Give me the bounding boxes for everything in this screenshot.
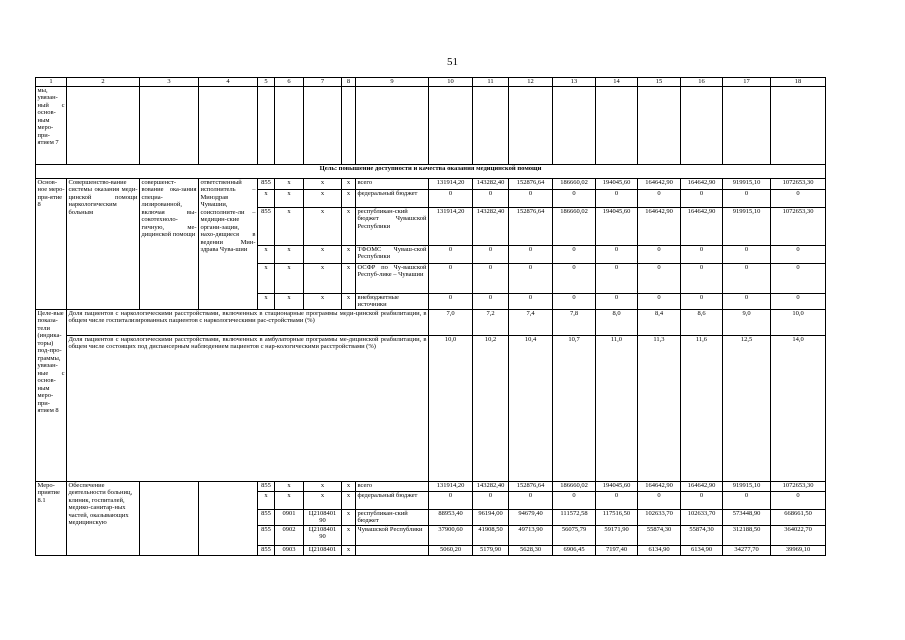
- value-cell: 1072653,30: [771, 208, 826, 246]
- value-cell: 919915,10: [723, 179, 771, 190]
- value-cell: 10,4: [509, 336, 553, 482]
- value-cell: 0: [553, 190, 596, 208]
- value-cell: 0: [681, 264, 723, 294]
- indicator-text: Доля пациентов с наркологическими расстройствами, включенных в стационарные программы меди-цинской реабилитации, в общем числе госпитализированных пациентов с наркологическими рас-стройствами (%): [67, 310, 429, 336]
- value-cell: 194045,60: [596, 482, 638, 492]
- code-cell: x: [304, 246, 342, 264]
- value-cell: 0: [723, 190, 771, 208]
- value-cell: 0: [429, 492, 473, 510]
- value-cell: 0: [473, 264, 509, 294]
- value-cell: 0: [509, 264, 553, 294]
- value-cell: 5628,30: [509, 546, 553, 556]
- value-cell: 194045,60: [596, 208, 638, 246]
- value-cell: 8,4: [638, 310, 681, 336]
- funding-source: федеральный бюджет: [356, 190, 429, 208]
- value-cell: 1072653,30: [771, 482, 826, 492]
- value-cell: 152876,64: [509, 179, 553, 190]
- value-cell: 0: [723, 246, 771, 264]
- code-cell: x: [342, 179, 356, 190]
- value-cell: 0: [681, 246, 723, 264]
- code-cell: x: [304, 482, 342, 492]
- code-cell: x: [342, 546, 356, 556]
- value-cell: 131914,20: [429, 482, 473, 492]
- value-cell: 0: [509, 492, 553, 510]
- code-cell: x: [342, 294, 356, 310]
- goal-row: [36, 165, 826, 179]
- header-cell: 8: [342, 78, 356, 87]
- header-cell: 4: [199, 78, 258, 87]
- value-cell: 0: [473, 492, 509, 510]
- value-cell: 131914,20: [429, 179, 473, 190]
- empty-cell: [199, 482, 258, 556]
- activity-task: совершенст-вование ока-зания специа-лизированной, включая вы-сокотехноло-гичную, ме-дицинской помощи: [140, 179, 199, 310]
- value-cell: 0: [509, 246, 553, 264]
- code-cell: Ц2108401 90: [304, 510, 342, 526]
- value-cell: 14,0: [771, 336, 826, 482]
- funding-source: [356, 546, 429, 556]
- value-cell: 164642,90: [638, 179, 681, 190]
- header-cell: 7: [304, 78, 342, 87]
- value-cell: 10,0: [771, 310, 826, 336]
- header-cell: 3: [140, 78, 199, 87]
- value-cell: 0: [638, 264, 681, 294]
- value-cell: 117516,50: [596, 510, 638, 526]
- code-cell: 0903: [275, 546, 304, 556]
- value-cell: 0: [771, 492, 826, 510]
- goal-text: Цель: повышение доступности и качества оказания медицинской помощи: [36, 165, 826, 179]
- value-cell: 364022,70: [771, 526, 826, 546]
- table-row: [36, 179, 826, 190]
- value-cell: 194045,60: [596, 179, 638, 190]
- code-cell: x: [258, 492, 275, 510]
- code-cell: x: [258, 246, 275, 264]
- value-cell: 0: [771, 190, 826, 208]
- funding-source: ТФОМС Чуваш-ской Республики: [356, 246, 429, 264]
- code-cell: x: [275, 492, 304, 510]
- header-cell: 15: [638, 78, 681, 87]
- value-cell: 0: [596, 492, 638, 510]
- header-cell: 2: [67, 78, 140, 87]
- table-row: [36, 482, 826, 492]
- value-cell: 0: [638, 492, 681, 510]
- activity-number: Основ-ное меро-при-ятие 8: [36, 179, 67, 310]
- value-cell: 0: [596, 264, 638, 294]
- header-cell: 10: [429, 78, 473, 87]
- value-cell: 10,0: [429, 336, 473, 482]
- header-row: [36, 78, 826, 87]
- value-cell: 1072653,30: [771, 179, 826, 190]
- code-cell: 855: [258, 482, 275, 492]
- code-cell: 855: [258, 208, 275, 246]
- code-cell: x: [342, 208, 356, 246]
- header-cell: 6: [275, 78, 304, 87]
- code-cell: x: [275, 179, 304, 190]
- value-cell: 0: [723, 264, 771, 294]
- code-cell: Ц2108401: [304, 546, 342, 556]
- value-cell: 164642,90: [681, 179, 723, 190]
- value-cell: 919915,10: [723, 208, 771, 246]
- value-cell: 0: [429, 190, 473, 208]
- value-cell: 0: [638, 246, 681, 264]
- value-cell: 5179,90: [473, 546, 509, 556]
- value-cell: 6134,90: [638, 546, 681, 556]
- value-cell: 0: [681, 190, 723, 208]
- code-cell: x: [275, 190, 304, 208]
- value-cell: 49713,90: [509, 526, 553, 546]
- value-cell: 0: [509, 294, 553, 310]
- code-cell: x: [342, 190, 356, 208]
- value-cell: 0: [429, 246, 473, 264]
- code-cell: x: [304, 179, 342, 190]
- code-cell: x: [275, 246, 304, 264]
- value-cell: 0: [553, 246, 596, 264]
- code-cell: x: [304, 208, 342, 246]
- value-cell: 6134,90: [681, 546, 723, 556]
- code-cell: x: [258, 190, 275, 208]
- code-cell: Ц2108401 90: [304, 526, 342, 546]
- value-cell: 0: [553, 294, 596, 310]
- value-cell: 10,7: [553, 336, 596, 482]
- code-cell: x: [342, 482, 356, 492]
- header-cell: 11: [473, 78, 509, 87]
- value-cell: 11,6: [681, 336, 723, 482]
- code-cell: x: [275, 264, 304, 294]
- value-cell: 7,2: [473, 310, 509, 336]
- indicator-text: Доля пациентов с наркологическими расстройствами, включенных в амбулаторные программы ме-дицинской реабилитации, в общем числе состоящих под диспансерным наблюдением пациентов с нар-кологическими расстройствами (%): [67, 336, 429, 482]
- main-activity-8: [36, 179, 826, 310]
- value-cell: 0: [473, 190, 509, 208]
- code-cell: x: [304, 294, 342, 310]
- header-cell: 9: [356, 78, 429, 87]
- value-cell: 56075,79: [553, 526, 596, 546]
- code-cell: x: [342, 264, 356, 294]
- funding-source: Чувашской Республики: [356, 526, 429, 546]
- code-cell: x: [304, 264, 342, 294]
- value-cell: 11,0: [596, 336, 638, 482]
- value-cell: 143282,40: [473, 179, 509, 190]
- value-cell: 573448,90: [723, 510, 771, 526]
- value-cell: 6906,45: [553, 546, 596, 556]
- code-cell: 855: [258, 179, 275, 190]
- value-cell: 10,2: [473, 336, 509, 482]
- responsible-executor: ответственный исполнитель – Минздрав Чувашии, соисполните-ли – медицин-ские органи-зации, нахо-дящиеся в ведении Мин-здрава Чува-шии: [199, 179, 258, 310]
- code-cell: 855: [258, 526, 275, 546]
- code-cell: x: [275, 208, 304, 246]
- value-cell: 88953,40: [429, 510, 473, 526]
- target-indicators: [36, 310, 826, 482]
- value-cell: 0: [771, 246, 826, 264]
- code-cell: 0901: [275, 510, 304, 526]
- code-cell: x: [275, 482, 304, 492]
- value-cell: 164642,90: [638, 208, 681, 246]
- funding-source: федеральный бюджет: [356, 492, 429, 510]
- value-cell: 102633,70: [638, 510, 681, 526]
- activity-name: Совершенство-вание системы оказания меди-цинской помощи наркологическим больным: [67, 179, 140, 310]
- value-cell: 0: [771, 294, 826, 310]
- header-cell: 5: [258, 78, 275, 87]
- value-cell: 0: [473, 246, 509, 264]
- code-cell: x: [258, 264, 275, 294]
- value-cell: 96194,00: [473, 510, 509, 526]
- activity-8-1: [36, 482, 826, 556]
- value-cell: 0: [473, 294, 509, 310]
- value-cell: 8,6: [681, 310, 723, 336]
- value-cell: 0: [723, 294, 771, 310]
- value-cell: 59171,90: [596, 526, 638, 546]
- code-cell: 855: [258, 546, 275, 556]
- value-cell: 186660,02: [553, 482, 596, 492]
- header-cell: 17: [723, 78, 771, 87]
- value-cell: 9,0: [723, 310, 771, 336]
- activity-number: Меро-приятие 8.1: [36, 482, 67, 556]
- value-cell: 0: [638, 190, 681, 208]
- value-cell: 0: [509, 190, 553, 208]
- value-cell: 143282,40: [473, 208, 509, 246]
- value-cell: 8,0: [596, 310, 638, 336]
- header-cell: 13: [553, 78, 596, 87]
- funding-source: всего: [356, 482, 429, 492]
- value-cell: 0: [596, 246, 638, 264]
- header-cell: 12: [509, 78, 553, 87]
- funding-source: республикан-ский бюджет: [356, 510, 429, 526]
- value-cell: 0: [429, 294, 473, 310]
- value-cell: 34277,70: [723, 546, 771, 556]
- value-cell: 0: [596, 190, 638, 208]
- value-cell: 152876,64: [509, 482, 553, 492]
- value-cell: 55874,30: [638, 526, 681, 546]
- value-cell: 5060,20: [429, 546, 473, 556]
- empty-cell: [140, 482, 199, 556]
- value-cell: 668661,50: [771, 510, 826, 526]
- value-cell: 7,4: [509, 310, 553, 336]
- code-cell: x: [258, 294, 275, 310]
- code-cell: x: [304, 190, 342, 208]
- value-cell: 0: [638, 294, 681, 310]
- code-cell: 0902: [275, 526, 304, 546]
- value-cell: 37900,60: [429, 526, 473, 546]
- page-number: 51: [447, 56, 458, 68]
- value-cell: 0: [723, 492, 771, 510]
- indicator-row: [36, 310, 826, 336]
- value-cell: 152876,64: [509, 208, 553, 246]
- header-cell: 18: [771, 78, 826, 87]
- value-cell: 102633,70: [681, 510, 723, 526]
- code-cell: x: [342, 492, 356, 510]
- value-cell: 7,0: [429, 310, 473, 336]
- value-cell: 39969,10: [771, 546, 826, 556]
- value-cell: 164642,90: [681, 208, 723, 246]
- code-cell: x: [342, 246, 356, 264]
- header-cell: 1: [36, 78, 67, 87]
- value-cell: 164642,90: [681, 482, 723, 492]
- funding-source: всего: [356, 179, 429, 190]
- value-cell: 7,8: [553, 310, 596, 336]
- value-cell: 186660,02: [553, 179, 596, 190]
- value-cell: 41908,50: [473, 526, 509, 546]
- funding-source: внебюджетные источники: [356, 294, 429, 310]
- value-cell: 7197,40: [596, 546, 638, 556]
- code-cell: x: [304, 492, 342, 510]
- code-cell: x: [342, 510, 356, 526]
- value-cell: 111572,58: [553, 510, 596, 526]
- budget-table: [35, 77, 826, 556]
- funding-source: ОСФР по Чу-вашской Респуб-лике – Чувашии: [356, 264, 429, 294]
- code-cell: x: [342, 526, 356, 546]
- value-cell: 11,3: [638, 336, 681, 482]
- value-cell: 186660,02: [553, 208, 596, 246]
- indicator-row: [36, 336, 826, 482]
- value-cell: 0: [553, 264, 596, 294]
- value-cell: 312188,50: [723, 526, 771, 546]
- code-cell: x: [275, 294, 304, 310]
- value-cell: 94679,40: [509, 510, 553, 526]
- value-cell: 164642,90: [638, 482, 681, 492]
- value-cell: 0: [429, 264, 473, 294]
- indicators-label: Целе-вые показа-тели (индика-торы) под-про-граммы, увязан-ные с основ-ным меро-при-ятием 8: [36, 310, 67, 482]
- header-cell: 16: [681, 78, 723, 87]
- value-cell: 131914,20: [429, 208, 473, 246]
- value-cell: 143282,40: [473, 482, 509, 492]
- table-row: [36, 87, 826, 165]
- code-cell: 855: [258, 510, 275, 526]
- funding-source: республикан-ский бюджет Чувашской Республики: [356, 208, 429, 246]
- header-cell: 14: [596, 78, 638, 87]
- value-cell: 0: [681, 492, 723, 510]
- value-cell: 0: [596, 294, 638, 310]
- value-cell: 55874,30: [681, 526, 723, 546]
- value-cell: 0: [681, 294, 723, 310]
- value-cell: 12,5: [723, 336, 771, 482]
- activity-name: Обеспечение деятельности больниц, клиник, госпиталей, медико-санитар-ных частей, оказывающих медицинскую: [67, 482, 140, 556]
- continuation-label: мы, увязан-ный с основ-ным меро-при-ятием 7: [36, 87, 67, 165]
- value-cell: 0: [771, 264, 826, 294]
- value-cell: 0: [553, 492, 596, 510]
- value-cell: 919915,10: [723, 482, 771, 492]
